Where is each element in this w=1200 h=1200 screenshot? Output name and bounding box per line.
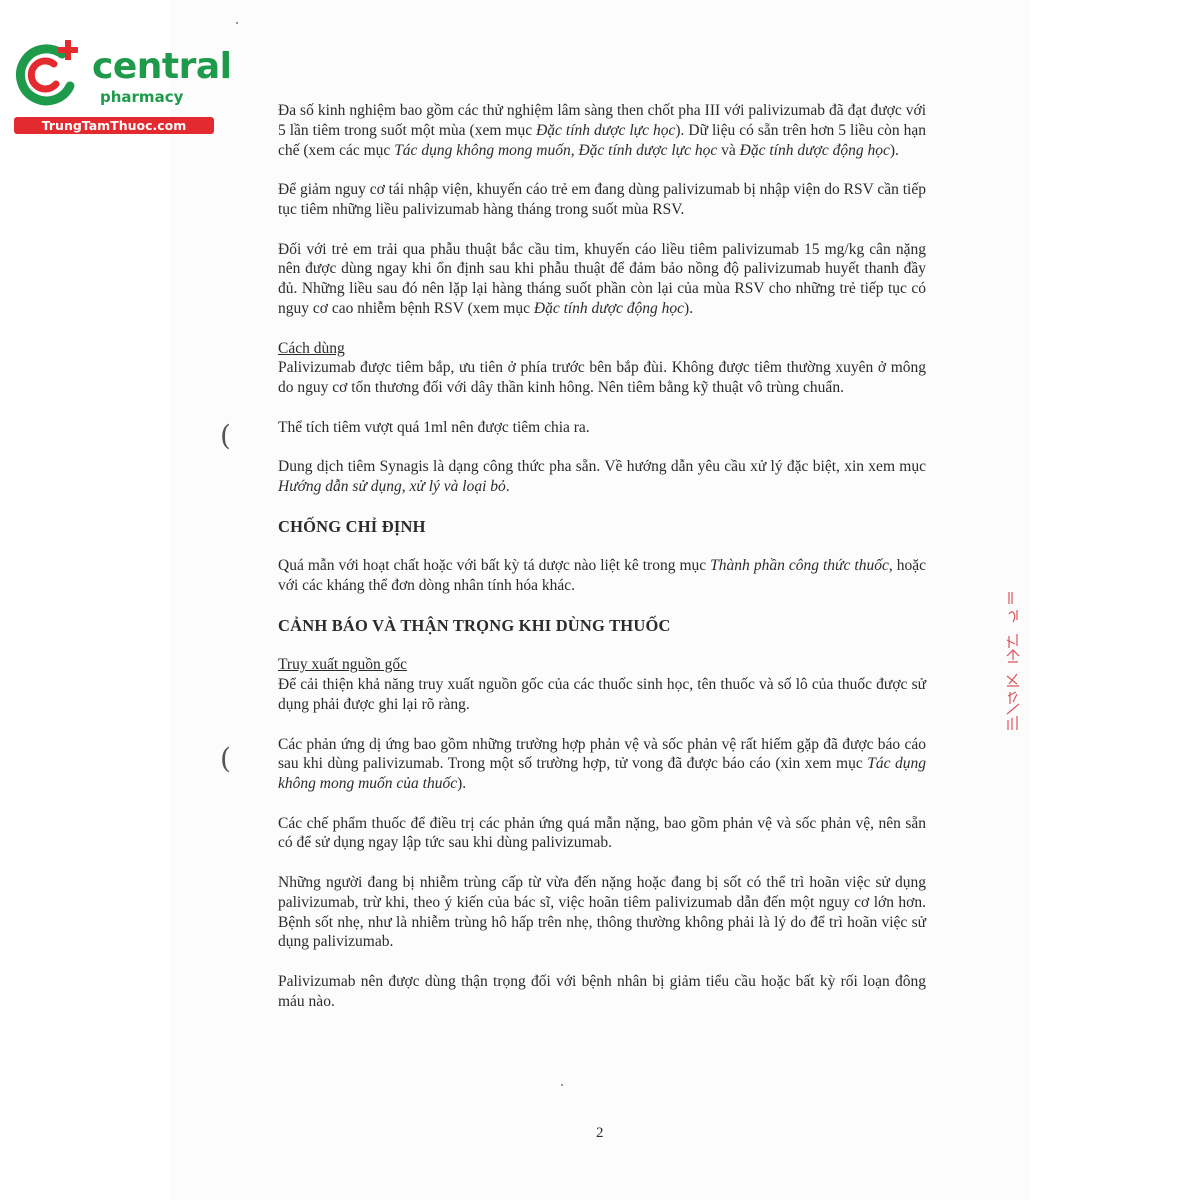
- paragraph: Palivizumab được tiêm bắp, ưu tiên ở phía trước bên bắp đùi. Không được tiêm thường xuyên ở mông do nguy cơ tổn thương đối với dây thần kinh hông. Nên tiêm bằng kỹ thuật vô trùng chuẩn.: [278, 359, 926, 397]
- paragraph: Đối với trẻ em trải qua phẫu thuật bắc cầu tim, khuyến cáo liều tiêm palivizumab 15 mg/kg cân nặng nên được dùng ngay khi ổn định sau khi phẫu thuật để đảm bảo nồng độ palivizumab huyết thanh đầy đủ. Những liều sau đó nên lặp lại hàng tháng suốt phần còn lại của mùa RSV cho những trẻ tiếp tục có nguy cơ cao nhiễm bệnh RSV (xem mục Đặc tính dược động học).: [278, 240, 926, 317]
- paragraph: Để cải thiện khả năng truy xuất nguồn gốc của các thuốc sinh học, tên thuốc và số lô của thuốc được sử dụng phải được ghi lại rõ ràng.: [278, 676, 926, 713]
- heading-canh-bao: CẢNH BÁO VÀ THẬN TRỌNG KHI DÙNG THUỐC: [278, 615, 671, 635]
- central-pharmacy-logo-icon: [10, 38, 82, 110]
- paragraph: Đa số kinh nghiệm bao gồm các thử nghiệm lâm sàng then chốt pha III với palivizumab đã đạt được với 5 lần tiêm trong suốt một mùa (xem mục Đặc tính dược lực học). Dữ liệu có sẵn trên hơn 5 liều còn hạn chế (xem các mục Tác dụng không mong muốn, Đặc tính dược lực học và Đặc tính dược động học).: [278, 102, 927, 159]
- brand-logo[interactable]: [10, 38, 232, 138]
- paragraph: Những người đang bị nhiễm trùng cấp từ vừa đến nặng hoặc đang bị sốt có thể trì hoãn việc sử dụng palivizumab, trừ khi, theo ý kiến của bác sĩ, việc hoãn tiêm palivizumab dẫn đến một nguy cơ lớn hơn. Bệnh sốt nhẹ, như là nhiễm trùng hô hấp trên nhẹ, thông thường không phải là lý do để trì hoãn việc sử dụng palivizumab.: [278, 874, 926, 951]
- heading-chong-chi-dinh: CHỐNG CHỈ ĐỊNH: [278, 516, 426, 536]
- paragraph: Các phản ứng dị ứng bao gồm những trường hợp phản vệ và sốc phản vệ rất hiếm gặp đã được báo cáo sau khi dùng palivizumab. Trong một số trường hợp, tử vong đã được báo cáo (xin xem mục Tác dụng không mong muốn của thuốc).: [278, 735, 927, 793]
- margin-bracket-mark: (: [220, 419, 231, 452]
- subheading-truy-xuat: Truy xuất nguồn gốc: [278, 656, 408, 674]
- brand-subtitle: pharmacy: [100, 88, 184, 106]
- document-body: [278, 101, 926, 1031]
- margin-bracket-mark: (: [220, 742, 231, 775]
- paragraph: Các chế phẩm thuốc để điều trị các phản ứng quá mẫn nặng, bao gồm phản vệ và sốc phản vệ, nên sẵn có để sử dụng ngay lập tức sau khi dùng palivizumab.: [278, 814, 926, 852]
- brand-name: central: [92, 46, 232, 87]
- paragraph: Quá mẫn với hoạt chất hoặc với bất kỳ tá dược nào liệt kê trong mục Thành phần công thức thuốc, hoặc với các kháng thể đơn dòng nhân tính hóa khác.: [278, 557, 926, 595]
- scan-speck: [236, 22, 238, 24]
- red-stamp-fragment: [1003, 590, 1029, 740]
- paragraph: Thể tích tiêm vượt quá 1ml nên được tiêm chia ra.: [278, 418, 590, 436]
- paragraph: Palivizumab nên được dùng thận trọng đối với bệnh nhân bị giảm tiểu cầu hoặc bất kỳ rối loạn đông máu nào.: [278, 973, 926, 1010]
- paragraph: Để giảm nguy cơ tái nhập viện, khuyến cáo trẻ em đang dùng palivizumab bị nhập viện do RSV cần tiếp tục tiêm những liều palivizumab hàng tháng trong suốt mùa RSV.: [278, 181, 926, 218]
- brand-website-banner: TrungTamThuoc.com: [14, 117, 214, 134]
- page-number: 2: [596, 1125, 604, 1141]
- subheading-cach-dung: Cách dùng: [278, 339, 345, 357]
- scan-speck: [561, 1084, 563, 1086]
- paragraph: Dung dịch tiêm Synagis là dạng công thức pha sẵn. Về hướng dẫn yêu cầu xử lý đặc biệt, xin xem mục Hướng dẫn sử dụng, xử lý và loại bỏ.: [278, 458, 926, 496]
